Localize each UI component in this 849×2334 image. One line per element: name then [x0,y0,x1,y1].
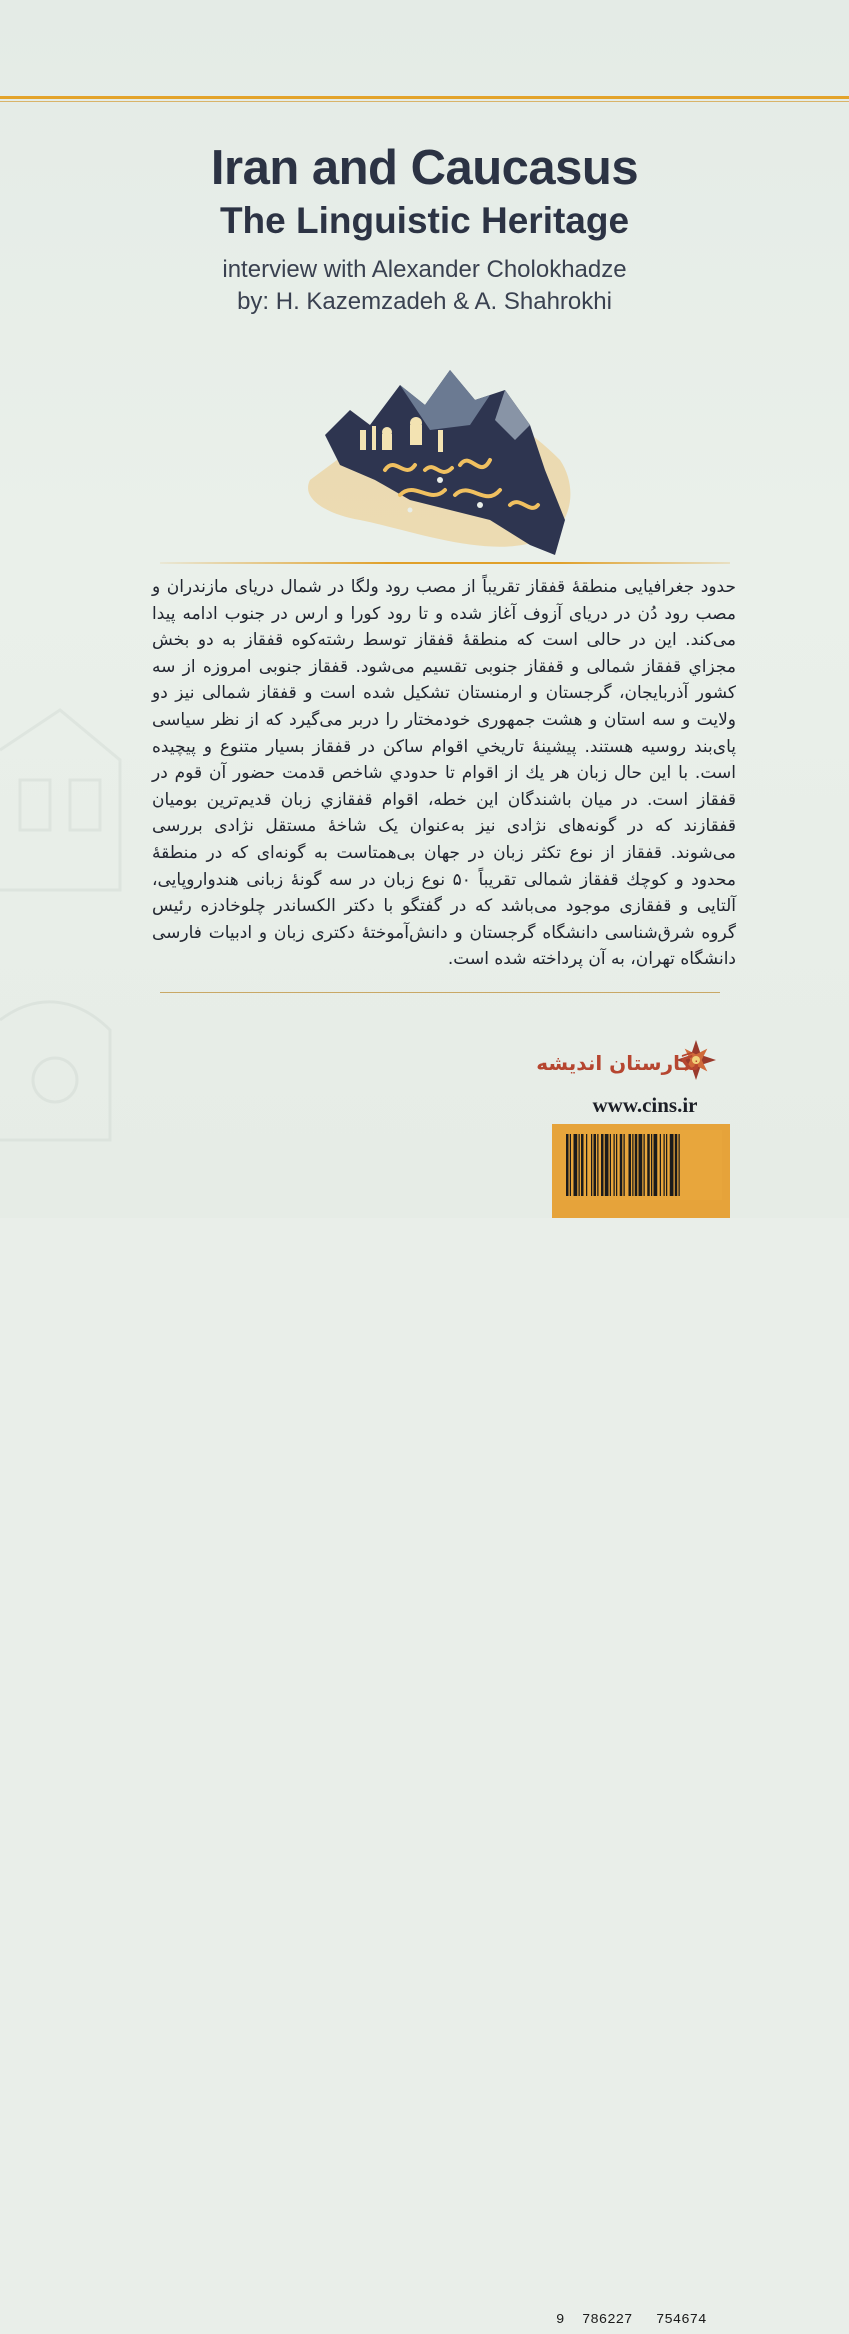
barcode-bar [616,1134,617,1196]
barcode-bar [579,1134,580,1196]
barcode-bar [594,1134,597,1196]
barcode-bar [620,1134,623,1196]
isbn-number [552,2312,730,2334]
caucasus-map-illustration [290,330,590,570]
svg-text:نگارستان اندیشه: نگارستان اندیشه [536,1051,700,1075]
barcode-bar [624,1134,625,1196]
bottom-divider [160,992,720,993]
isbn-group-2: 754674 [656,2312,707,2328]
section-divider [160,562,730,564]
barcode-bar [614,1134,615,1196]
barcode-bar [574,1134,578,1196]
barcode-bar [670,1134,674,1196]
top-divider [0,96,849,99]
barcode-bar [675,1134,678,1196]
barcode-bar [597,1134,598,1196]
watermark-building-illustration [0,690,150,1218]
top-divider-thin [0,101,849,102]
barcode-bar [632,1134,633,1196]
barcode-bar [639,1134,643,1196]
barcode-bar [644,1134,645,1196]
barcode-bar [610,1134,611,1196]
book-title: Iran and Caucasus [210,141,639,195]
authors-line: by: H. Kazemzadeh & A. Shahrokhi [237,288,612,315]
barcode-bar [566,1134,569,1196]
publisher-logo [536,1030,720,1094]
barcode-bar [651,1134,652,1196]
interview-line: interview with Alexander Cholokhadze [222,256,627,283]
isbn-prefix: 9 [556,2312,565,2328]
barcode-bar [581,1134,584,1196]
barcode-bar [591,1134,592,1196]
description-text: حدود جغرافیایی منطقهٔ قفقاز تقریباً از مصب رود ولگا در شمال دریای مازندران و مصب رود دُن در دریای آزوف آغاز شده و تا رود کورا و ارس در جنوب ادامه پیدا می‌کند. این در حالی است که منطقهٔ قفقاز توسط رشته‌کوه قفقاز به دو بخش مجزاي قفقاز شمالی و قفقاز جنوبی تقسیم می‌شود. قفقاز جنوبی امروزه از سه کشور آذربایجان، گرجستان و ارمنستان تشکیل شده است و قفقاز شمالی نیز دو ولایت و سه استان و هشت جمهوری خودمختار را دربر می‌گیرد که از نظر سیاسی پای‌بند روسیه هستند. پیشینهٔ تاریخي اقوام ساکن در قفقاز بسیار متنوع و پیچیده است. با این حال زبان هر يك از اقوام تا حدودي شاخص قدمت حضور آن قوم در قفقاز است. در میان باشندگان این خطه، اقوام قفقازي زبان قدیم‌ترین بومیان قفقازند که در گونه‌های نژادی نیز به‌عنوان یک شاخهٔ مستقل نژادی بررسی می‌شوند. قفقاز از نوع تکثر زبان در جهان بی‌همتاست به گونه‌ای که در منطقهٔ محدود و کوچك قفقاز شمالی تقریباً ۵۰ نوع زبان در سه گونهٔ زبانی هندواروپایی، آلتایی و قفقازی موجود می‌باشد که در گفتگو با دکتر الکساندر چلوخادزه رئیس گروه شرق‌شناسی دانشگاه گرجستان و دانش‌آموختهٔ دکتری زبان و ادبیات فارسی دانشگاه تهران، به آن پرداخته شده است. [152,577,736,970]
publisher-website[interactable]: www.cins.ir [592,1093,698,1117]
barcode-bar [654,1134,658,1196]
barcode [560,1130,722,1200]
isbn-group-1: 786227 [582,2312,633,2328]
barcode-bar [629,1134,632,1196]
barcode-panel [552,1124,730,2328]
barcode-bar [647,1134,650,1196]
barcode-bar [666,1134,667,1196]
barcode-bar [601,1134,604,1196]
barcode-bar [660,1134,661,1196]
book-subtitle: The Linguistic Heritage [219,200,630,241]
barcode-bar [570,1134,571,1196]
barcode-bar [664,1134,665,1196]
barcode-bar [586,1134,587,1196]
barcode-bar [679,1134,680,1196]
barcode-bar [605,1134,609,1196]
barcode-bar [635,1134,638,1196]
